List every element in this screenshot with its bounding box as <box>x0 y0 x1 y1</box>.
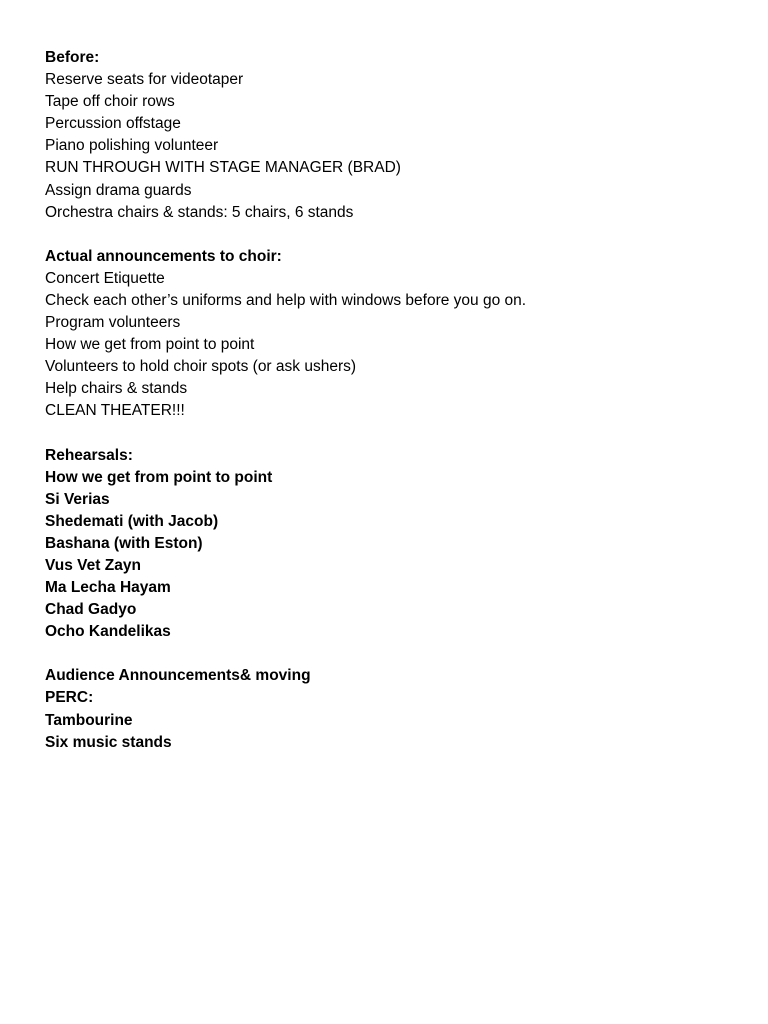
list-item: How we get from point to point <box>45 336 255 354</box>
section-heading: Before: <box>45 49 100 66</box>
section-heading: Actual announcements to choir: <box>45 247 282 265</box>
section-heading: Audience Announcements& moving <box>45 667 311 685</box>
section-rehearsals <box>45 445 745 644</box>
list-item: Help chairs & stands <box>45 380 188 398</box>
section-choir-announcements <box>45 246 745 423</box>
list-item: Reserve seats for videotaper <box>45 71 244 89</box>
list-item: Six music stands <box>45 733 172 751</box>
list-item: Piano polishing volunteer <box>45 137 219 155</box>
list-item: CLEAN THEATER!!! <box>45 402 185 420</box>
list-item: Tambourine <box>45 711 133 729</box>
list-item: Tape off choir rows <box>45 93 175 111</box>
section-audience-announcements <box>45 665 745 753</box>
document-page <box>45 47 745 776</box>
list-item: Volunteers to hold choir spots (or ask ushers) <box>45 358 357 376</box>
list-item: Ocho Kandelikas <box>45 623 171 641</box>
list-item: Bashana (with Eston) <box>45 534 203 552</box>
list-item: Percussion offstage <box>45 115 181 133</box>
list-item: Shedemati (with Jacob) <box>45 512 219 530</box>
list-item: Assign drama guards <box>45 181 192 199</box>
list-item: Orchestra chairs & stands: 5 chairs, 6 stands <box>45 203 354 221</box>
section-heading: Rehearsals: <box>45 446 133 464</box>
list-item: RUN THROUGH WITH STAGE MANAGER (BRAD) <box>45 159 401 177</box>
list-item: Program volunteers <box>45 314 181 332</box>
list-item: Vus Vet Zayn <box>45 556 141 574</box>
list-item: Chad Gadyo <box>45 601 137 619</box>
list-item: How we get from point to point <box>45 468 273 486</box>
section-before <box>45 47 745 224</box>
list-item: Concert Etiquette <box>45 269 165 287</box>
list-item: Check each other’s uniforms and help with windows before you go on. <box>45 291 527 309</box>
list-item: PERC: <box>45 689 94 707</box>
list-item: Si Verias <box>45 490 110 508</box>
list-item: Ma Lecha Hayam <box>45 579 171 597</box>
